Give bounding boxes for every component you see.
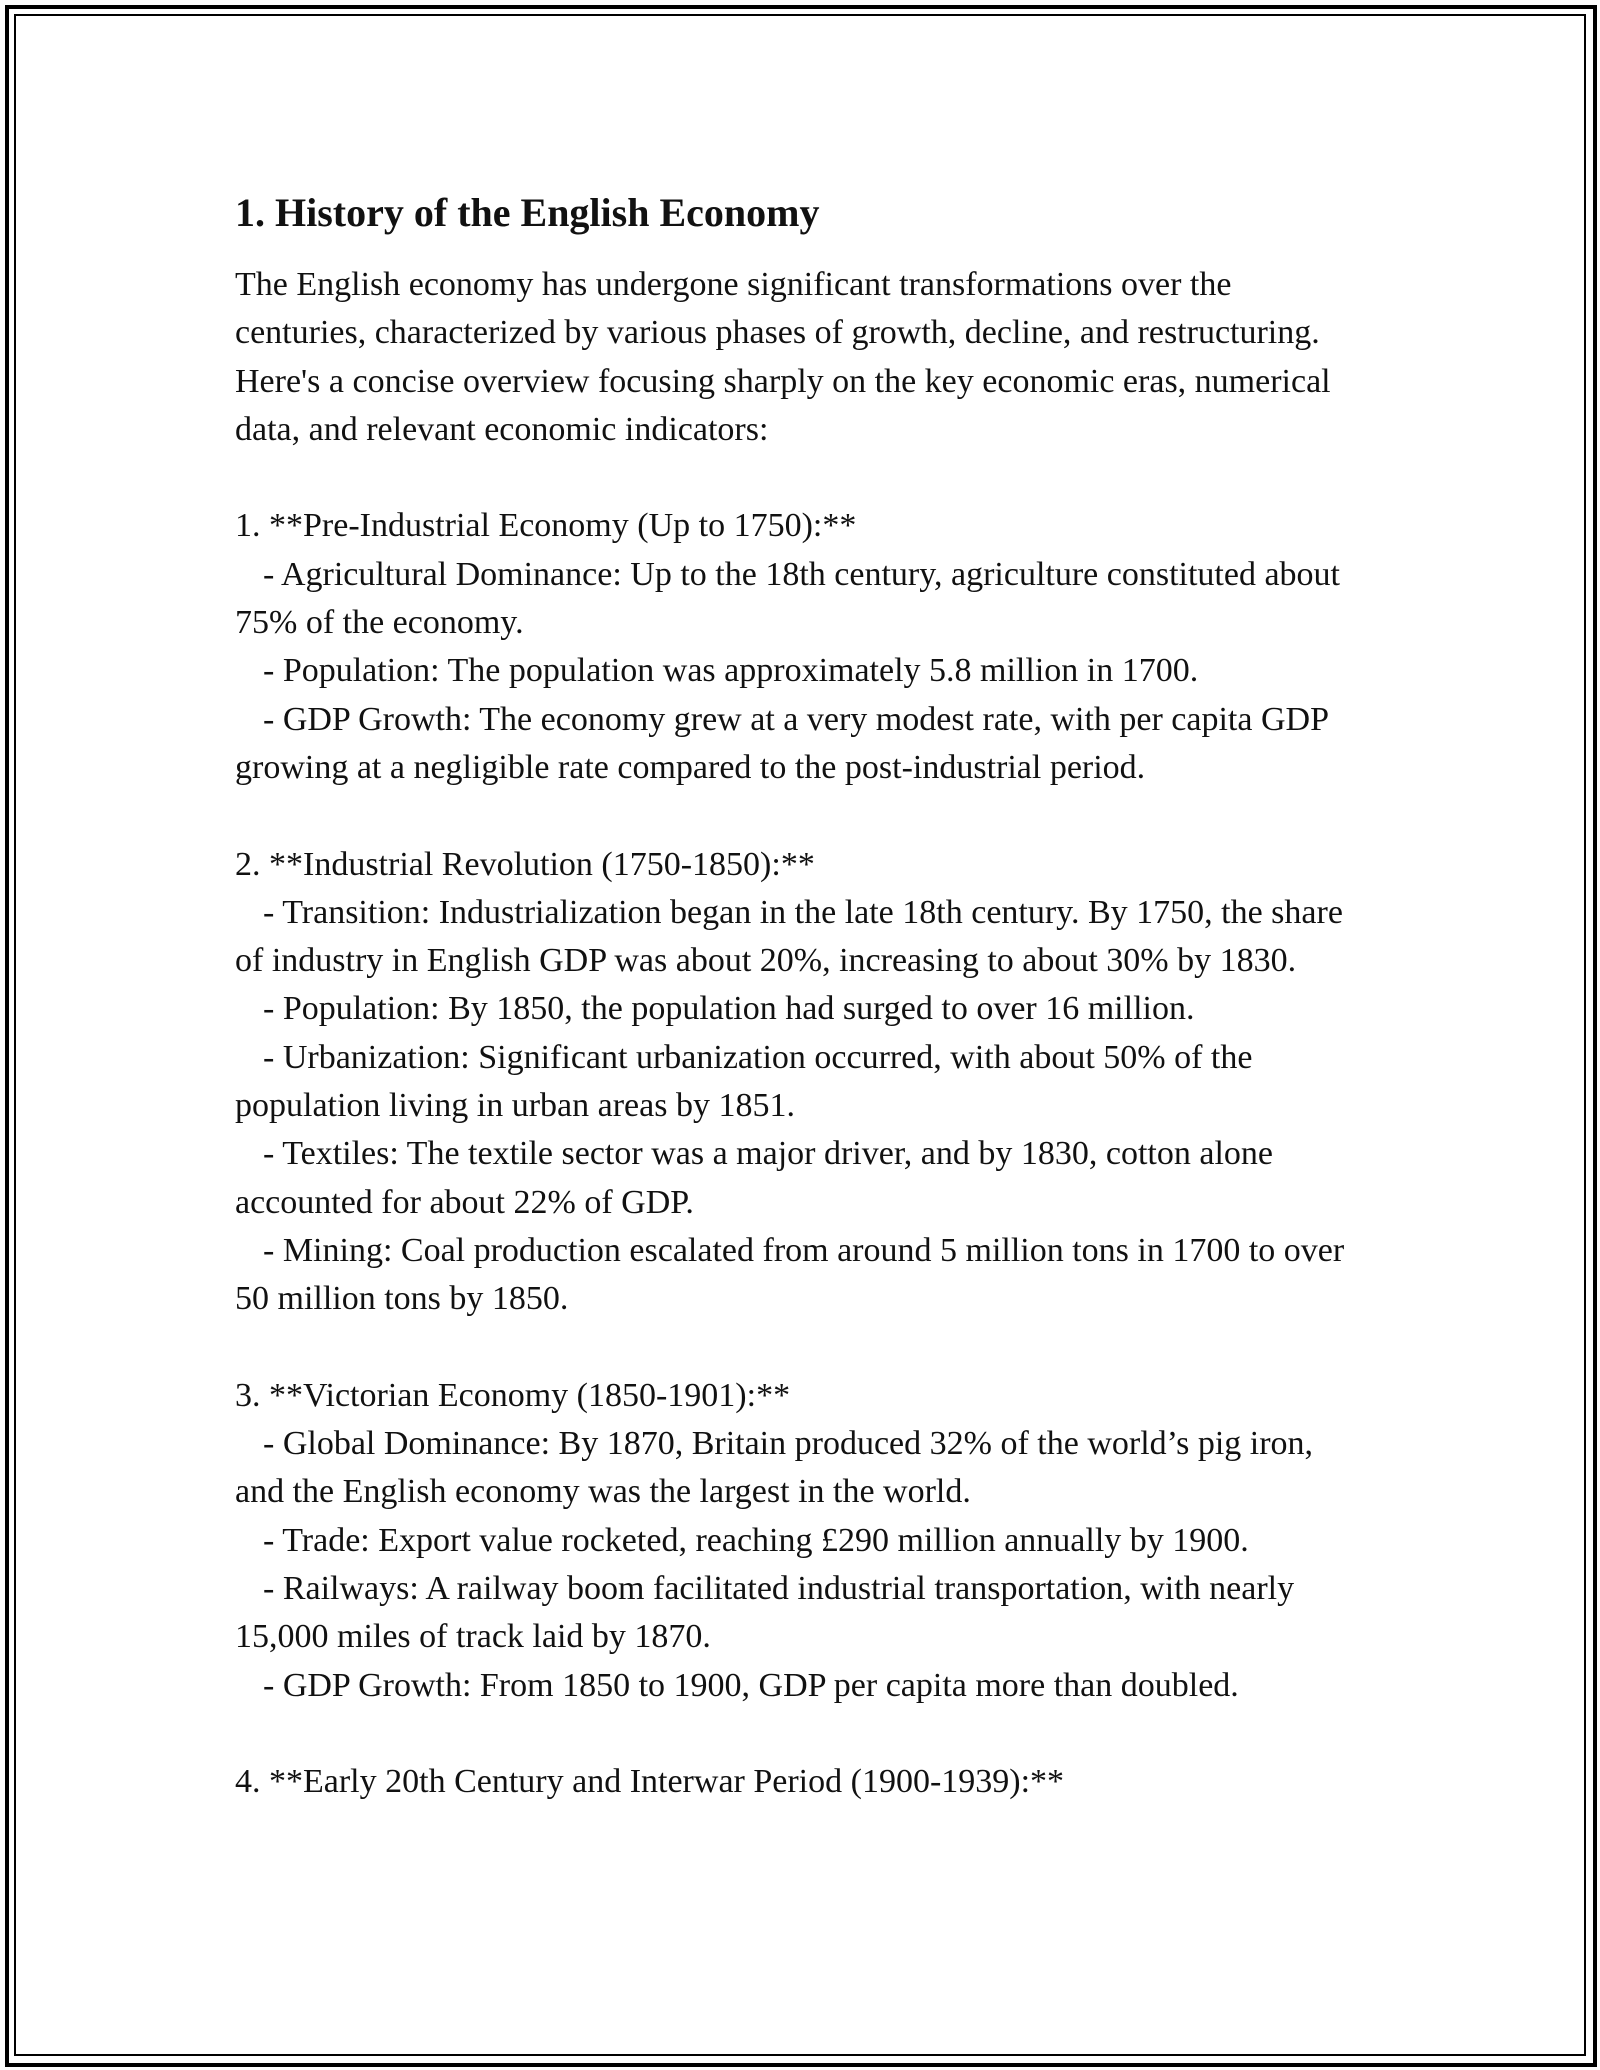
bullet-item: - Trade: Export value rocketed, reaching £290 million annually by 1900. bbox=[263, 1521, 1249, 1559]
paragraph-spacer bbox=[235, 792, 1370, 840]
bullet-item: - Railways: A railway boom facilitated industrial transportation, with nearly 15,000 miles of track laid by 1870. bbox=[235, 1570, 1295, 1656]
section-heading: 3. **Victorian Economy (1850-1901):** bbox=[235, 1376, 791, 1414]
document-body bbox=[235, 185, 1370, 1807]
section-early-20th-century bbox=[235, 1758, 1370, 1806]
bullet-item: - Transition: Industrialization began in the late 18th century. By 1750, the share of industry in English GDP was about 20%, increasing to about 30% by 1830. bbox=[235, 893, 1343, 980]
bullet-item: - GDP Growth: From 1850 to 1900, GDP per capita more than doubled. bbox=[263, 1666, 1239, 1704]
paragraph-spacer bbox=[235, 1710, 1370, 1758]
bullet-item: - GDP Growth: The economy grew at a very modest rate, with per capita GDP growing at a negligible rate compared to the post-industrial period. bbox=[235, 700, 1328, 786]
bullet-item: - Textiles: The textile sector was a major driver, and by 1830, cotton alone accounted for about 22% of GDP. bbox=[235, 1135, 1273, 1221]
section-victorian-economy bbox=[235, 1372, 1370, 1710]
section-heading: 4. **Early 20th Century and Interwar Period (1900-1939):** bbox=[235, 1763, 1065, 1801]
paragraph-spacer bbox=[235, 454, 1370, 502]
bullet-item: - Population: By 1850, the population had surged to over 16 million. bbox=[263, 990, 1195, 1028]
bullet-item: - Population: The population was approximately 5.8 million in 1700. bbox=[263, 652, 1199, 690]
intro-paragraph: The English economy has undergone significant transformations over the centuries, characterized by various phases of growth, decline, and restructuring. Here's a concise overview focusing sharply on the key economic eras, numerical data, and relevant economic indicators: bbox=[235, 266, 1340, 448]
section-pre-industrial bbox=[235, 502, 1370, 792]
section-heading: 1. **Pre-Industrial Economy (Up to 1750):** bbox=[235, 507, 857, 545]
paragraph-spacer bbox=[235, 1324, 1370, 1372]
bullet-item: - Global Dominance: By 1870, Britain produced 32% of the world’s pig iron, and the English economy was the largest in the world. bbox=[235, 1425, 1314, 1511]
section-industrial-revolution bbox=[235, 841, 1370, 1324]
bullet-item: - Mining: Coal production escalated from around 5 million tons in 1700 to over 50 million tons by 1850. bbox=[235, 1231, 1345, 1318]
document-title: 1. History of the English Economy bbox=[235, 190, 820, 235]
bullet-item: - Urbanization: Significant urbanization occurred, with about 50% of the population living in urban areas by 1851. bbox=[235, 1038, 1253, 1125]
bullet-item: - Agricultural Dominance: Up to the 18th century, agriculture constituted about 75% of the economy. bbox=[235, 555, 1340, 642]
section-heading: 2. **Industrial Revolution (1750-1850):** bbox=[235, 845, 815, 883]
